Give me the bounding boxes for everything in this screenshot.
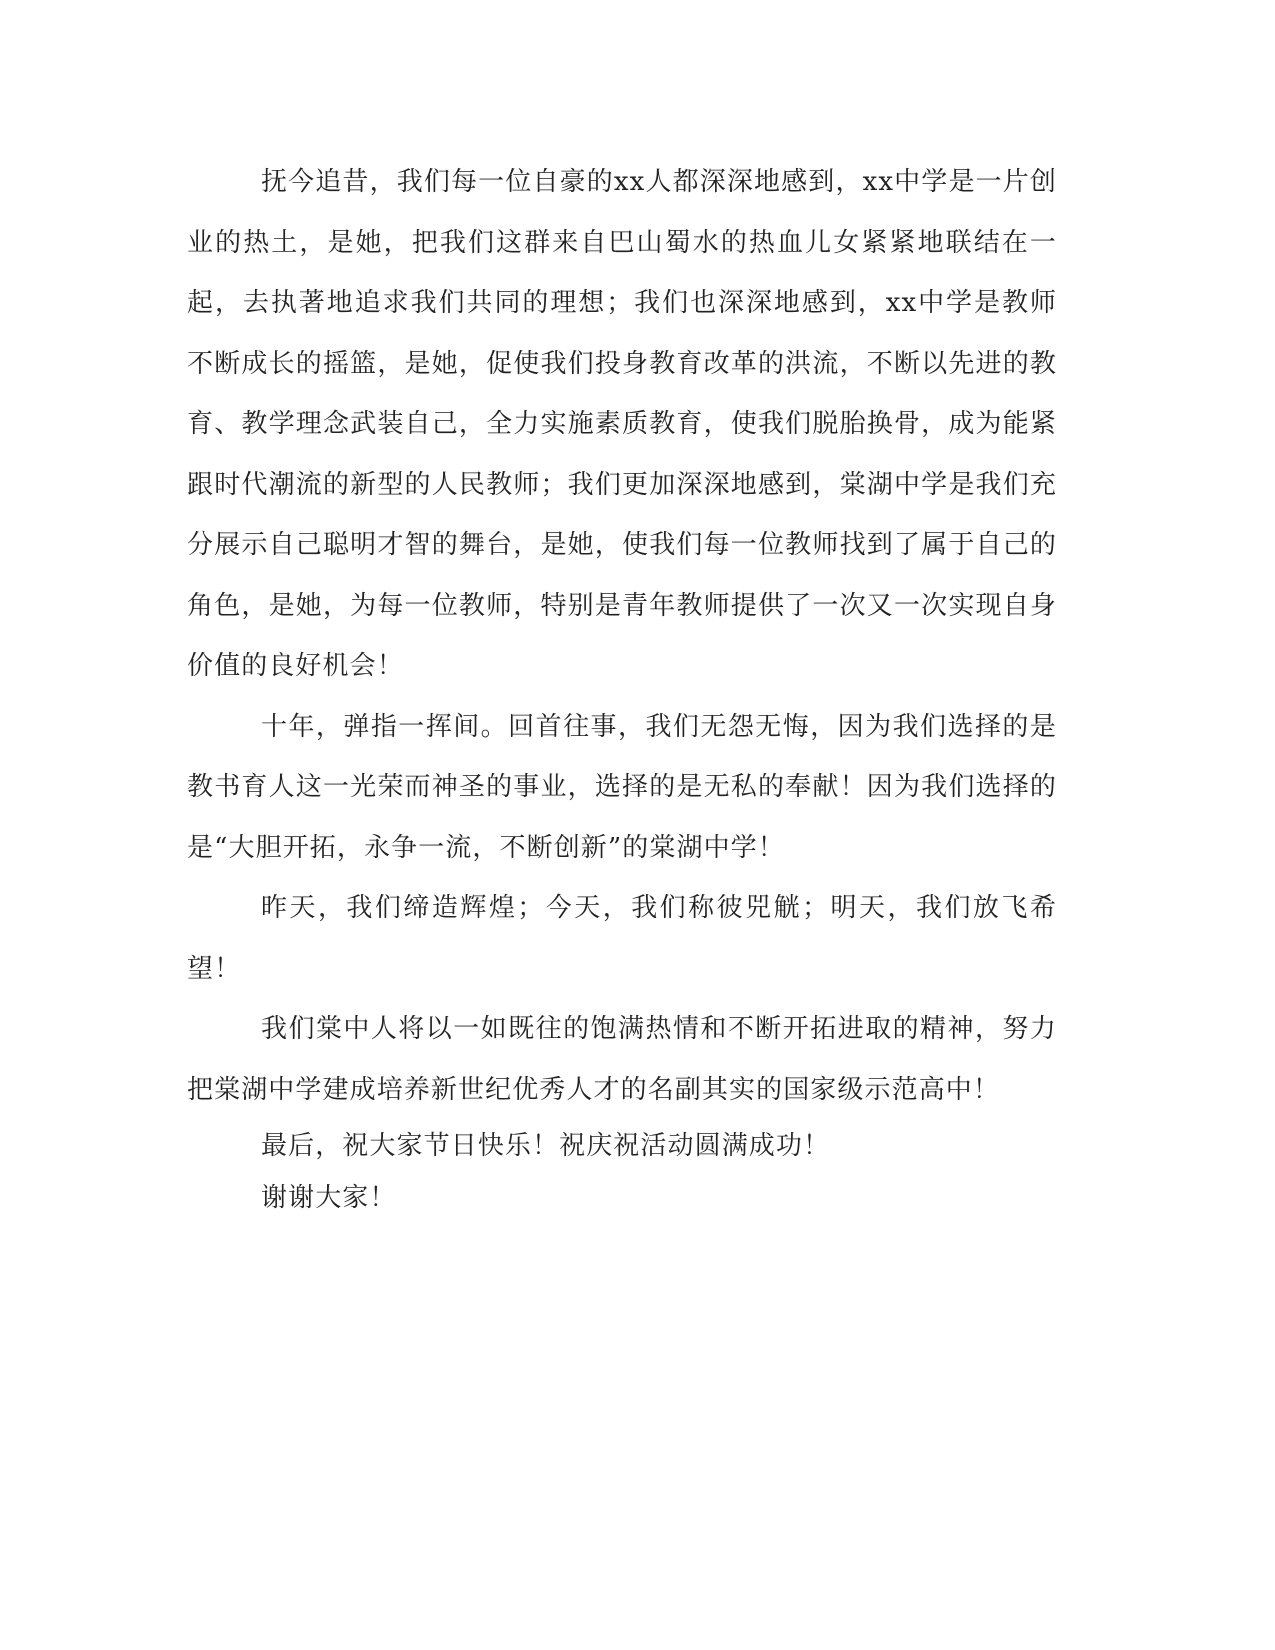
paragraph-ten-years: 十年，弹指一挥间。回首往事，我们无怨无悔，因为我们选择的是教书育人这一光荣而神圣的事业，选择的是无私的奉献！因为我们选择的是“大胆开拓，永争一流，不断创新”的棠湖中学！ xyxy=(187,711,1057,863)
paragraph-reflection: 抚今追昔，我们每一位自豪的xx人都深深地感到，xx中学是一片创业的热土，是她，把我们这群来自巴山蜀水的热血儿女紧紧地联结在一起，去执著地追求我们共同的理想；我们也深深地感到，xx中学是教师不断成长的摇篮，是她，促使我们投身教育改革的洪流，不断以先进的教育、教学理念武装自己，全力实施素质教育，使我们脱胎换骨，成为能紧跟时代潮流的新型的人民教师；我们更加深深地感到，棠湖中学是我们充分展示自己聪明才智的舞台，是她，使我们每一位教师找到了属于自己的角色，是她，为每一位教师，特别是青年教师提供了一次又一次实现自身价值的良好机会！ xyxy=(187,167,1057,681)
document-body xyxy=(187,152,1057,1224)
paragraph-best-wishes: 最后，祝大家节日快乐！祝庆祝活动圆满成功！ xyxy=(261,1131,831,1161)
paragraph-thanks: 谢谢大家！ xyxy=(261,1183,397,1213)
paragraph-future-goal: 我们棠中人将以一如既往的饱满热情和不断开拓进取的精神，努力把棠湖中学建成培养新世纪优秀人才的名副其实的国家级示范高中！ xyxy=(187,1014,1057,1105)
paragraph-yesterday-today-tomorrow: 昨天，我们缔造辉煌；今天，我们称彼兕觥；明天，我们放飞希望！ xyxy=(187,893,1057,984)
